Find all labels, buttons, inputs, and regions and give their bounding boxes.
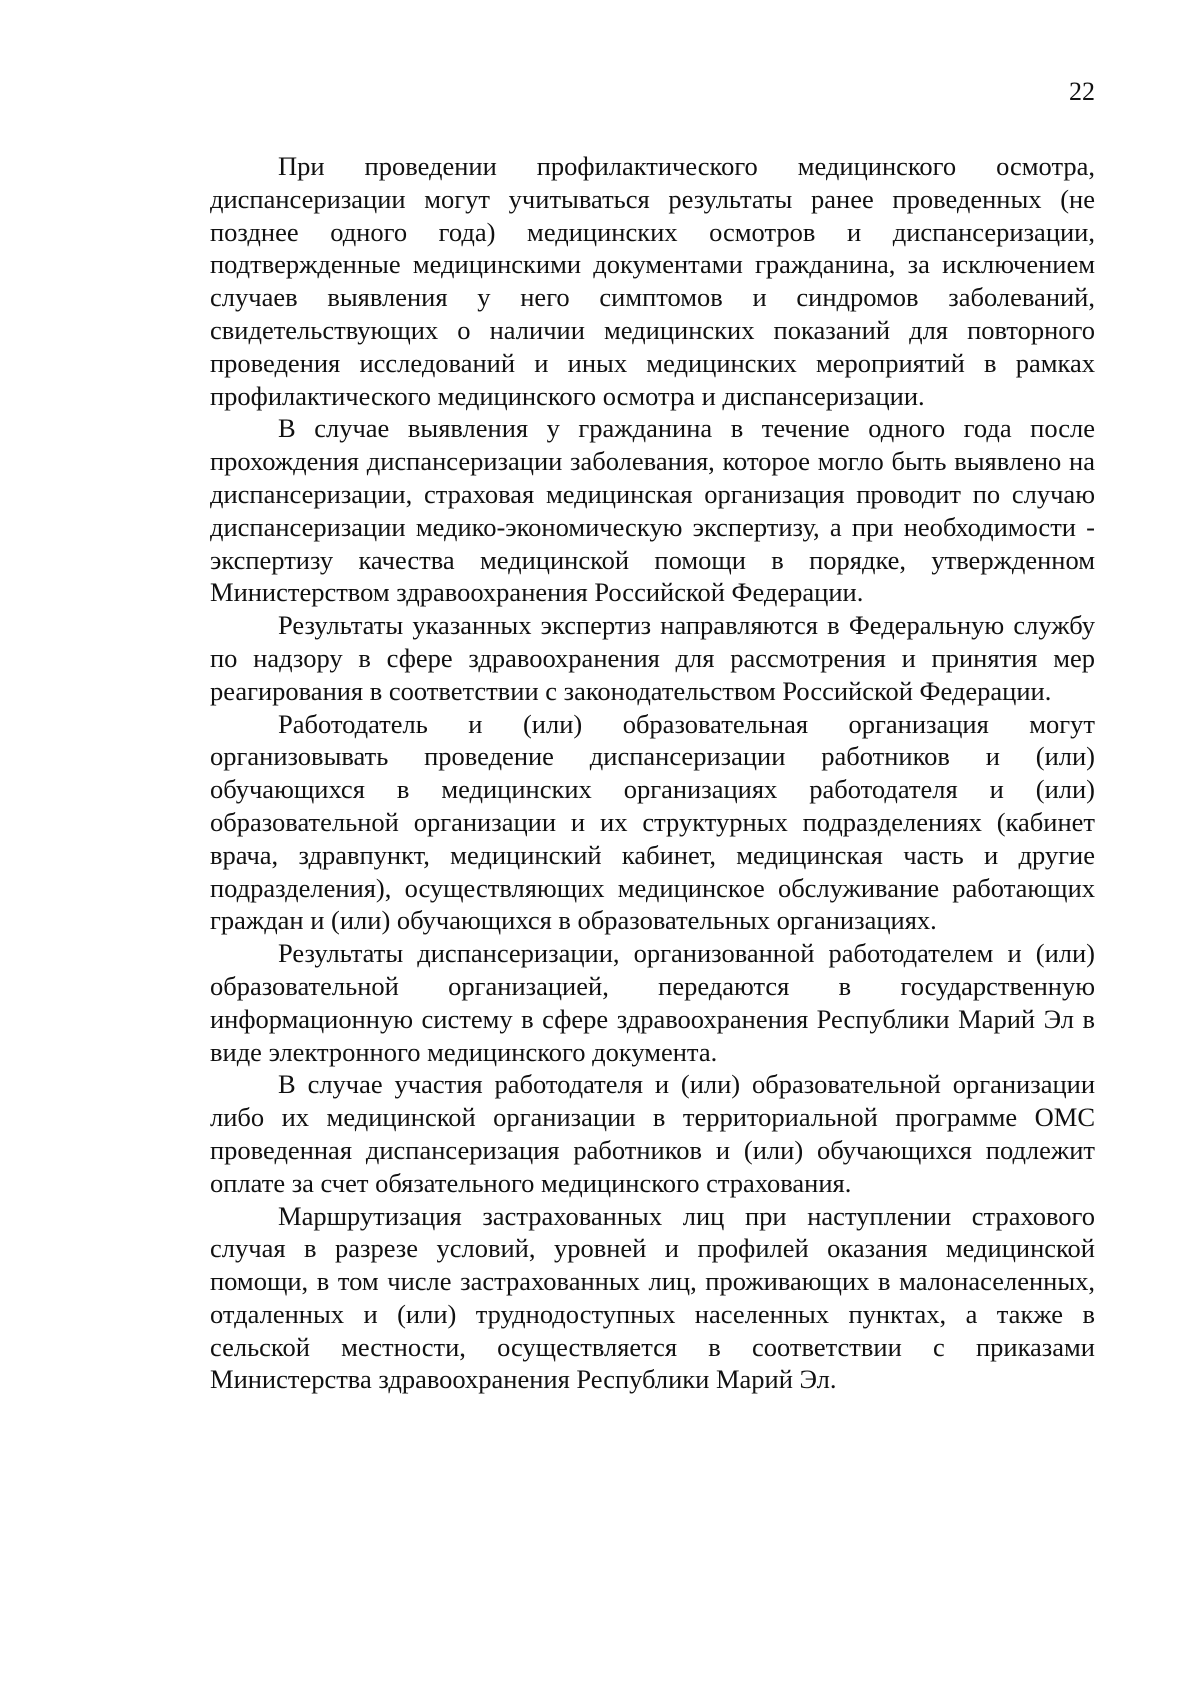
page-number: 22 [1069, 77, 1095, 106]
paragraph-expertise: В случае выявления у гражданина в течение одного года после прохождения диспансеризации заболевания, которое могло быть выявлено на диспансеризации, страховая медицинская организация проводит по случаю диспансеризации медико-экономическую экспертизу, а при необходимости - экспертизу качества медицинской помощи в порядке, утвержденном Министерством здравоохранения Российской Федерации. [210, 413, 1095, 608]
paragraph-results-transfer: Результаты диспансеризации, организованной работодателем и (или) образовательной организацией, передаются в государственную информационную систему в сфере здравоохранения Республики Марий Эл в виде электронного медицинского документа. [210, 938, 1095, 1067]
paragraph-expertise-results: Результаты указанных экспертиз направляются в Федеральную службу по надзору в сфере здравоохранения для рассмотрения и принятия мер реагирования в соответствии с законодательством Российской Федерации. [210, 610, 1095, 706]
paragraph-oms-payment: В случае участия работодателя и (или) образовательной организации либо их медицинской организации в территориальной программе ОМС проведенная диспансеризация работников и (или) обучающихся подлежит оплате за счет обязательного медицинского страхования. [210, 1069, 1095, 1198]
document-body [210, 150, 1095, 1396]
paragraph-previous-results: При проведении профилактического медицинского осмотра, диспансеризации могут учитываться результаты ранее проведенных (не позднее одного года) медицинских осмотров и диспансеризации, подтвержденные медицинскими документами гражданина, за исключением случаев выявления у него симптомов и синдромов заболеваний, свидетельствующих о наличии медицинских показаний для повторного проведения исследований и иных медицинских мероприятий в рамках профилактического медицинского осмотра и диспансеризации. [210, 151, 1095, 411]
paragraph-routing: Маршрутизация застрахованных лиц при наступлении страхового случая в разрезе условий, уровней и профилей оказания медицинской помощи, в том числе застрахованных лиц, проживающих в малонаселенных, отдаленных и (или) труднодоступных населенных пунктах, а также в сельской местности, осуществляется в соответствии с приказами Министерства здравоохранения Республики Марий Эл. [210, 1200, 1095, 1395]
paragraph-employer-organization: Работодатель и (или) образовательная организация могут организовывать проведение диспансеризации работников и (или) обучающихся в медицинских организациях работодателя и (или) образовательной организации и их структурных подразделениях (кабинет врача, здравпункт, медицинский кабинет, медицинская часть и другие подразделения), осуществляющих медицинское обслуживание работающих граждан и (или) обучающихся в образовательных организациях. [210, 708, 1095, 936]
